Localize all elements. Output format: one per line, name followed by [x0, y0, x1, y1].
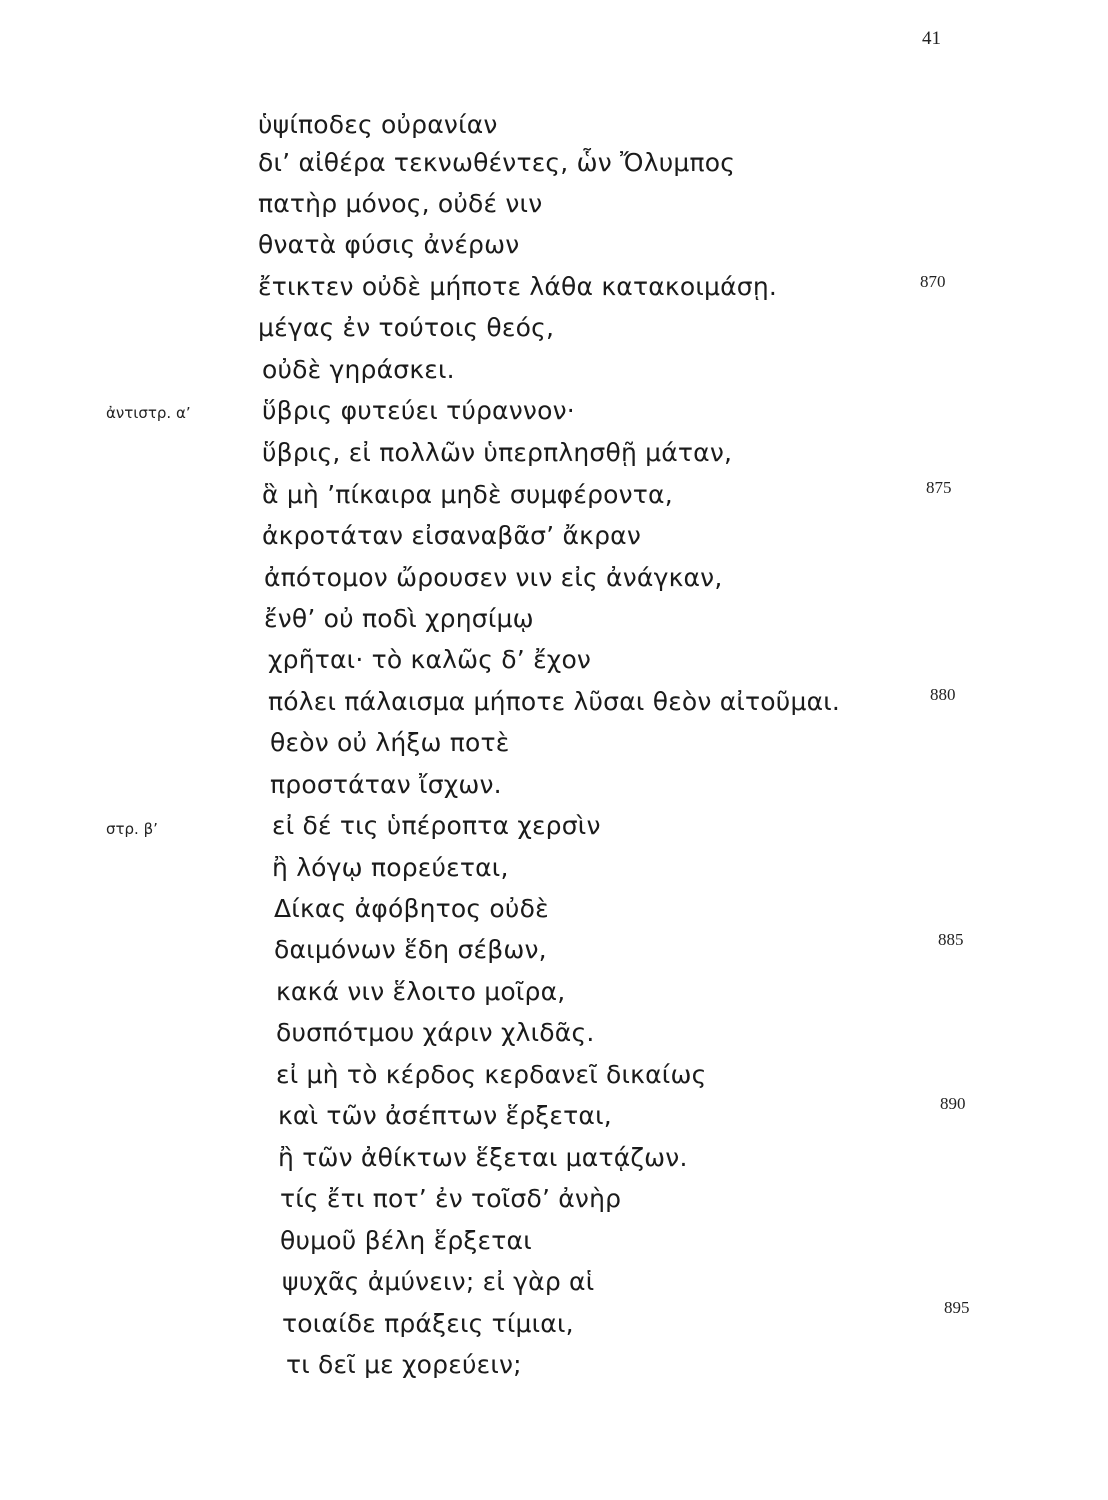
line-number-870: 870 [920, 272, 946, 291]
verse-line: ὕβρις, εἰ πολλῶν ὑπερπλησθῇ μάταν, [262, 438, 733, 467]
verse-line: προστάταν ἴσχων. [270, 770, 502, 799]
verse-line: τοιαίδε πράξεις τίμιαι, [282, 1309, 574, 1338]
verse-line: δαιμόνων ἕδη σέβων, [274, 935, 547, 964]
verse-line: πόλει πάλαισμα μήποτε λῦσαι θεὸν αἰτοῦμαι. [268, 687, 841, 716]
verse-line: τίς ἔτι ποτ’ ἐν τοῖσδ’ ἀνὴρ [280, 1184, 622, 1213]
verse-line: μέγας ἐν τούτοις θεός, [258, 313, 555, 342]
verse-line: εἰ δέ τις ὑπέροπτα χερσὶν [272, 811, 601, 840]
verse-line: ἀπότομον ὤρουσεν νιν εἰς ἀνάγκαν, [264, 563, 723, 592]
verse-line: δυσπότμου χάριν χλιδᾶς. [276, 1018, 595, 1047]
verse-line: καὶ τῶν ἀσέπτων ἕρξεται, [278, 1101, 612, 1130]
verse-line: θεὸν οὐ λήξω ποτὲ [270, 728, 510, 757]
verse-line: δι’ αἰθέρα τεκνωθέντες, ὧν Ὄλυμπος [258, 148, 736, 177]
verse-line: ὑψίποδες οὐρανίαν [258, 110, 498, 139]
verse-line: Δίκας ἀφόβητος οὐδὲ [274, 894, 549, 923]
verse-line: ἔνθ’ οὐ ποδὶ χρησίμῳ [264, 604, 534, 633]
line-number-875: 875 [926, 478, 952, 497]
line-number-890: 890 [940, 1094, 966, 1113]
verse-line: ἔτικτεν οὐδὲ μήποτε λάθα κατακοιμάσῃ. [258, 272, 778, 301]
verse-line: χρῆται· τὸ καλῶς δ’ ἔχον [268, 645, 592, 674]
verse-line: ψυχᾶς ἀμύνειν; εἰ γὰρ αἱ [282, 1267, 595, 1296]
verse-line: κακά νιν ἕλοιτο μοῖρα, [276, 977, 566, 1006]
line-number-885: 885 [938, 930, 964, 949]
verse-line: ἀκροτάταν εἰσαναβᾶσ’ ἄκραν [262, 521, 641, 550]
strophe-beta-label: στρ. β’ [106, 820, 158, 838]
verse-line: τι δεῖ με χορεύειν; [286, 1350, 522, 1379]
verse-line: οὐδὲ γηράσκει. [262, 355, 455, 384]
verse-line: ἃ μὴ ’πίκαιρα μηδὲ συμφέροντα, [262, 480, 673, 509]
verse-line: θνατὰ φύσις ἀνέρων [258, 230, 520, 259]
line-number-880: 880 [930, 685, 956, 704]
antistrophe-alpha-label: ἀντιστρ. α’ [106, 404, 191, 422]
verse-line: ὕβρις φυτεύει τύραννον· [262, 396, 575, 425]
line-number-895: 895 [944, 1298, 970, 1317]
verse-line: ἢ λόγῳ πορεύεται, [272, 853, 509, 882]
verse-line: ἢ τῶν ἀθίκτων ἕξεται ματᾴζων. [278, 1143, 688, 1172]
verse-line: θυμοῦ βέλη ἕρξεται [280, 1226, 532, 1255]
verse-line: εἰ μὴ τὸ κέρδος κερδανεῖ δικαίως [276, 1060, 707, 1089]
page-number: 41 [922, 28, 941, 49]
verse-line: πατὴρ μόνος, οὐδέ νιν [258, 189, 543, 218]
